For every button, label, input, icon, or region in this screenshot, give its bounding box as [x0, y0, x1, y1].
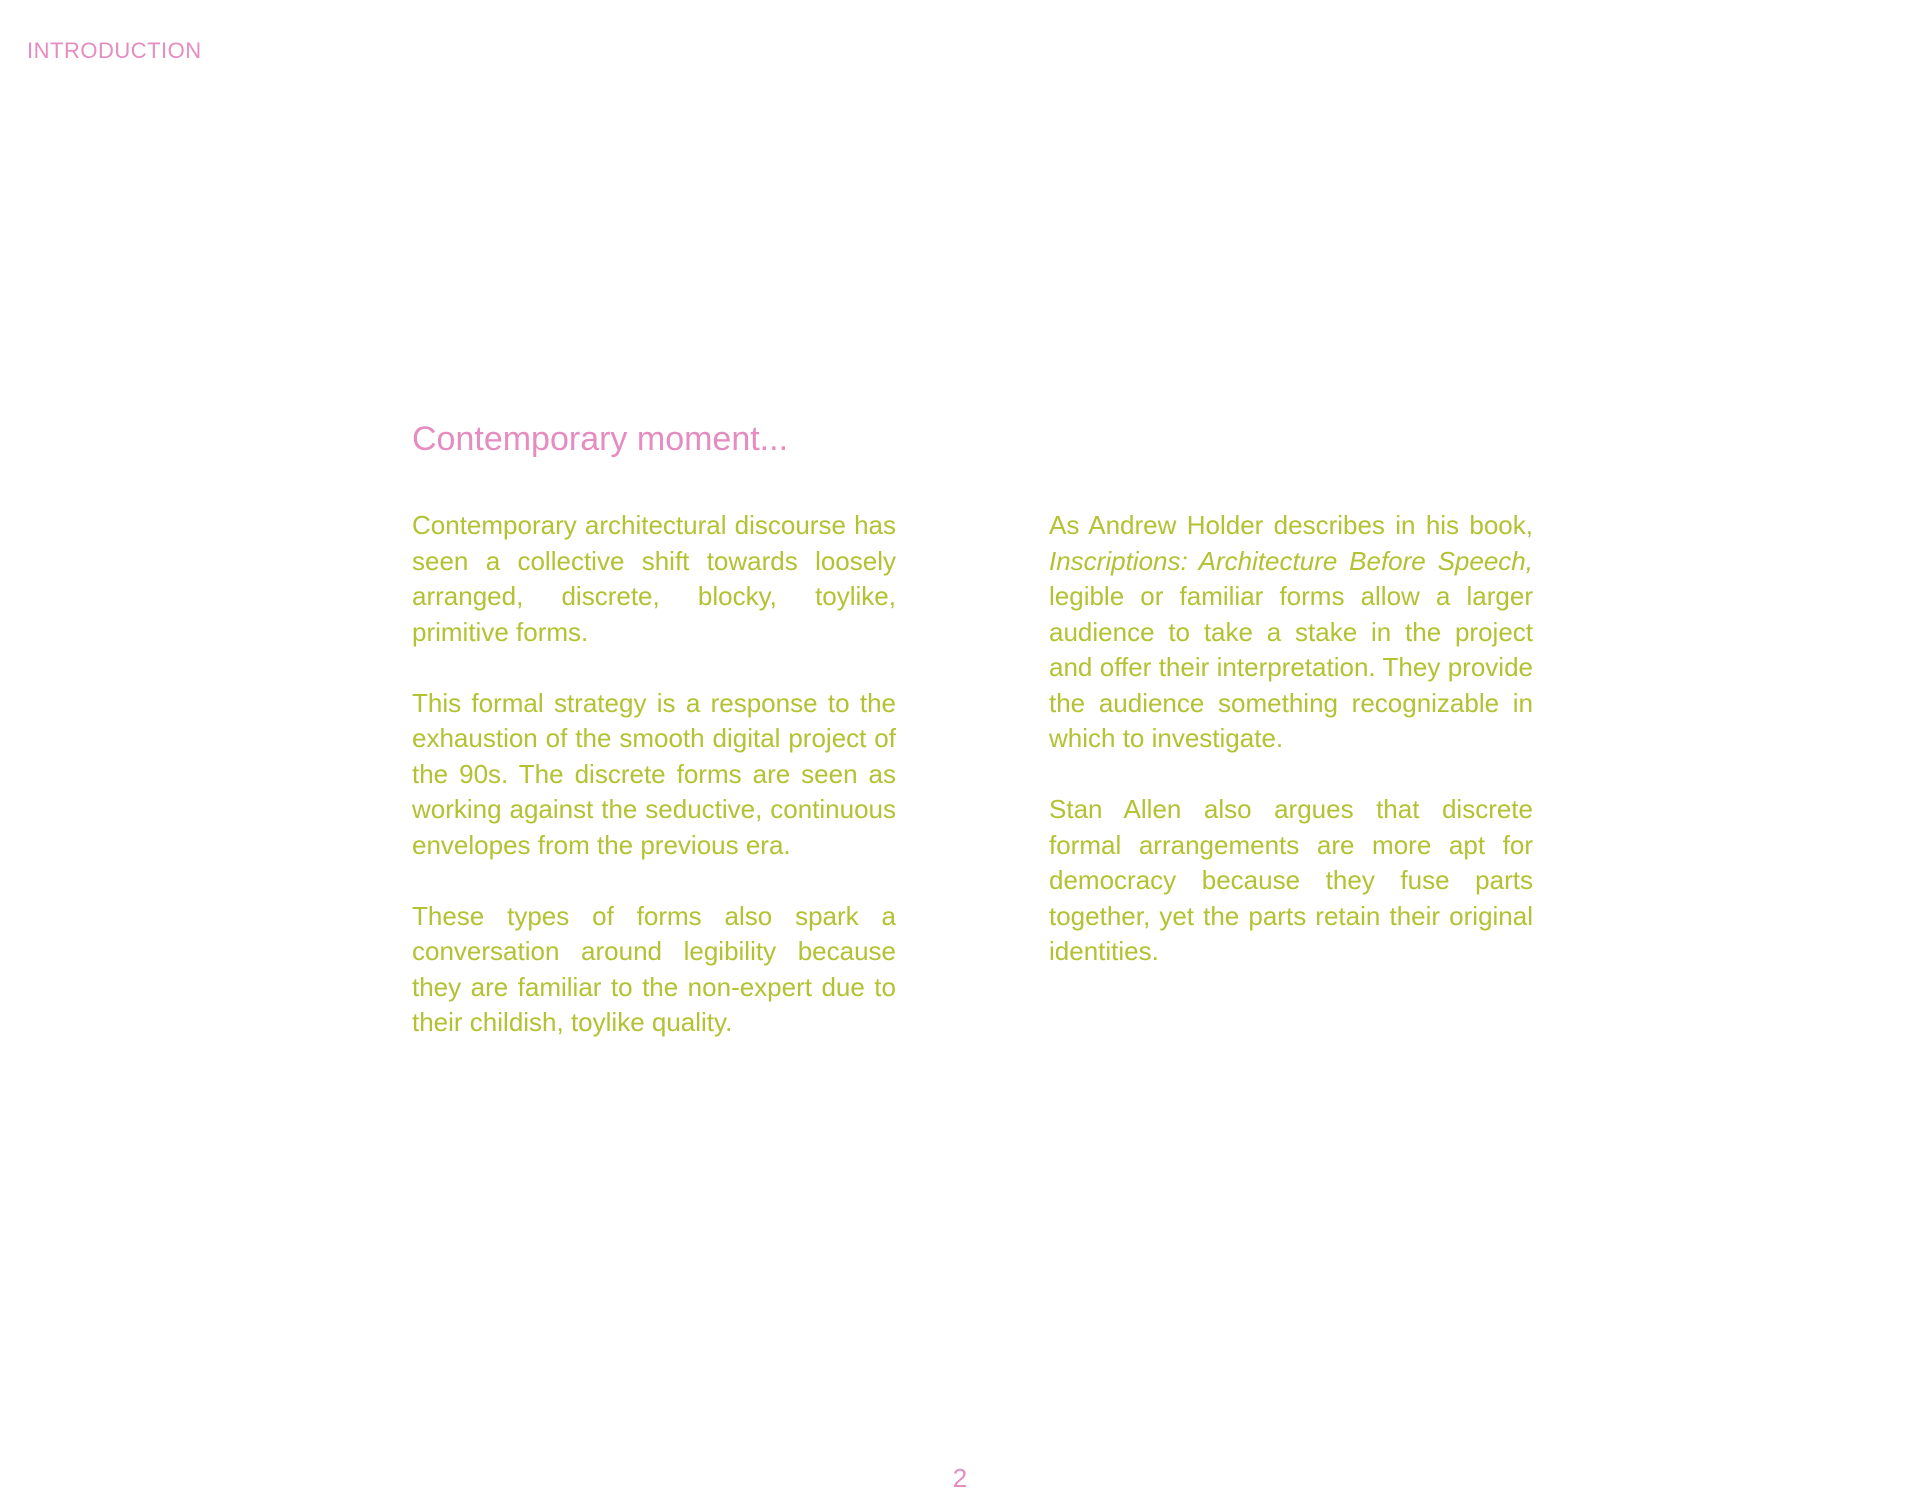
left-text-column [412, 508, 896, 1041]
paragraph-stan-allen: Stan Allen also argues that discrete formal arrangements are more apt for democracy because they fuse parts together, yet the parts retain their original identities. [1049, 794, 1533, 966]
paragraph-andrew-holder [1049, 508, 1533, 757]
paragraph-shift-towards-discrete-forms: Contemporary architectural discourse has seen a collective shift towards loosely arranged, discrete, blocky, toylike, primitive forms. [412, 510, 896, 647]
book-title: Inscriptions: Architecture Before Speech, [1049, 545, 1533, 576]
right-text-column [1049, 508, 1533, 970]
holder-body-text: legible or familiar forms allow a larger audience to take a stake in the project and offer their interpretation. They provide the audience something recognizable in which to investigate. [1049, 581, 1533, 753]
section-label: INTRODUCTION [27, 38, 202, 63]
holder-intro-text: As Andrew Holder describes in his book, [1049, 510, 1533, 540]
page-number: 2 [952, 1463, 968, 1493]
paragraph-legibility: These types of forms also spark a conversation around legibility because they are familiar to the non-expert due to their childish, toylike quality. [412, 900, 896, 1037]
paragraph-formal-strategy: This formal strategy is a response to the exhaustion of the smooth digital project of the 90s. The discrete forms are seen as working against the seductive, continuous envelopes from the previous era. [412, 687, 896, 860]
page-heading: Contemporary moment... [412, 420, 789, 458]
